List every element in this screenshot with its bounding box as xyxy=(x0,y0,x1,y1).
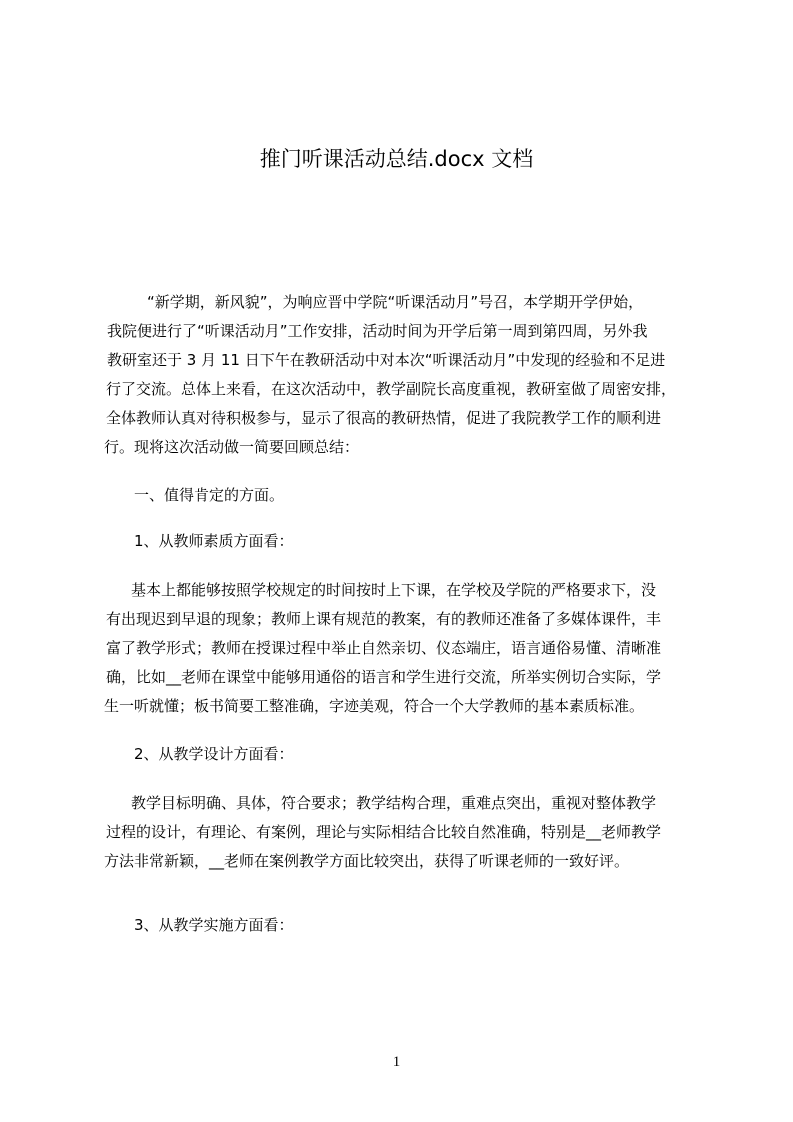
subsection-heading: 2、从教学设计方面看： xyxy=(134,745,294,763)
paragraph-line: 确，比如__老师在课堂中能够用通俗的语言和学生进行交流，所举实例切合实际，学 xyxy=(106,668,662,686)
intro-line: 教研室还于 3 月 11 日下午在教研活动中对本次“听课活动月”中发现的经验和不足进 xyxy=(107,351,666,369)
intro-line: “新学期，新风貌”，为响应晋中学院“听课活动月”号召，本学期开学伊始， xyxy=(147,293,644,311)
intro-line: 全体教师认真对待积极参与，显示了很高的教研热情，促进了我院教学工作的顺利进 xyxy=(106,409,662,427)
subsection-heading: 1、从教师素质方面看： xyxy=(134,532,294,550)
subsection-heading: 3、从教学实施方面看： xyxy=(134,916,294,934)
intro-line: 行了交流。总体上来看，在这次活动中，教学副院长高度重视，教研室做了周密安排， xyxy=(106,380,677,398)
paragraph-line: 生一听就懂；板书简要工整准确，字迹美观，符合一个大学教师的基本素质标准。 xyxy=(104,697,645,715)
paragraph-line: 富了教学形式；教师在授课过程中举止自然亲切、仪态端庄，语言通俗易懂、清晰准 xyxy=(106,639,662,657)
document-title: 推门听课活动总结.docx 文档 xyxy=(259,147,534,171)
paragraph-line: 教学目标明确、具体，符合要求；教学结构合理，重难点突出，重视对整体教学 xyxy=(131,794,657,812)
paragraph-line: 方法非常新颖，__老师在案例教学方面比较突出，获得了听课老师的一致好评。 xyxy=(104,852,630,870)
paragraph-line: 有出现迟到早退的现象；教师上课有规范的教案，有的教师还准备了多媒体课件，丰 xyxy=(106,610,662,628)
intro-line: 我院便进行了“听课活动月”工作安排，活动时间为开学后第一周到第四周，另外我 xyxy=(107,322,648,340)
page-number: 1 xyxy=(392,1054,401,1070)
paragraph-line: 过程的设计，有理论、有案例，理论与实际相结合比较自然准确，特别是__老师教学 xyxy=(106,823,662,841)
section-heading: 一、值得肯定的方面。 xyxy=(134,486,285,504)
intro-line: 行。现将这次活动做一简要回顾总结： xyxy=(104,438,360,456)
paragraph-line: 基本上都能够按照学校规定的时间按时上下课，在学校及学院的严格要求下，没 xyxy=(131,581,657,599)
